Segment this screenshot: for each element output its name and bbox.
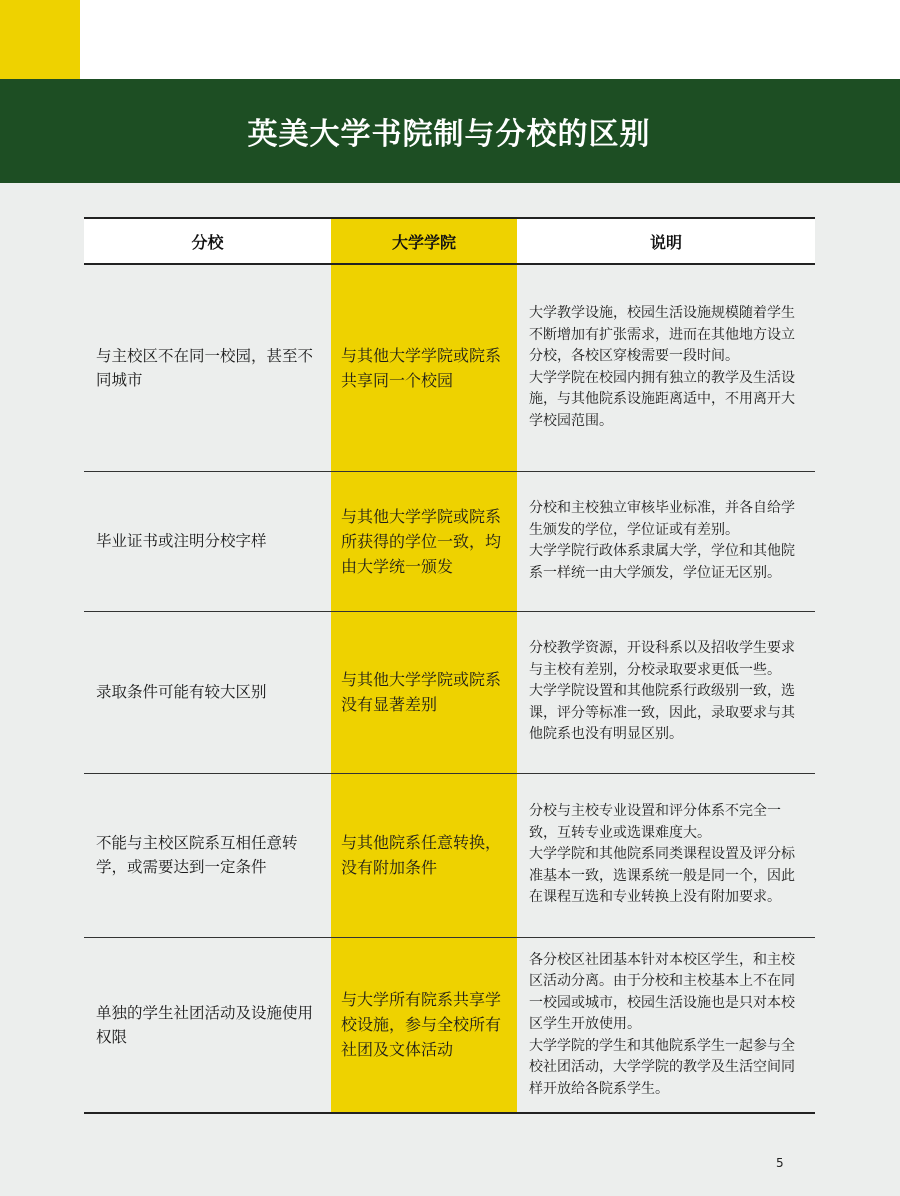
table-row xyxy=(84,471,815,611)
page-title: 英美大学书院制与分校的区别 xyxy=(247,117,651,152)
college-cell: 与其他院系任意转换，没有附加条件 xyxy=(331,773,517,937)
top-accent-block xyxy=(0,0,80,79)
note-paragraph: 分校和主校独立审核毕业标准，并各自给学生颁发的学位，学位证或有差别。 xyxy=(529,500,795,538)
table-header-row xyxy=(84,218,815,264)
note-paragraph: 大学学院在校园内拥有独立的教学及生活设施，与其他院系设施距离适中，不用离开大学校园范围。 xyxy=(529,369,795,429)
college-cell: 与大学所有院系共享学校设施，参与全校所有社团及文体活动 xyxy=(331,937,517,1113)
table-row xyxy=(84,773,815,937)
table-row xyxy=(84,264,815,471)
note-paragraph: 大学学院和其他院系同类课程设置及评分标准基本一致，选课系统一般是同一个，因此在课程互选和专业转换上没有附加要求。 xyxy=(529,846,795,906)
branch-cell: 单独的学生社团活动及设施使用权限 xyxy=(84,937,331,1113)
note-paragraph: 大学教学设施，校园生活设施规模随着学生不断增加有扩张需求，进而在其他地方设立分校，各校区穿梭需要一段时间。 xyxy=(529,305,795,365)
note-paragraph: 大学学院的学生和其他院系学生一起参与全校社团活动，大学学院的教学及生活空间同样开放给各院系学生。 xyxy=(529,1037,795,1097)
branch-cell: 与主校区不在同一校园，甚至不同城市 xyxy=(84,264,331,471)
college-cell: 与其他大学学院或院系没有显著差别 xyxy=(331,611,517,773)
note-paragraph: 分校教学资源，开设科系以及招收学生要求与主校有差别，分校录取要求更低一些。 xyxy=(529,640,795,678)
branch-cell: 录取条件可能有较大区别 xyxy=(84,611,331,773)
header-branch: 分校 xyxy=(84,218,331,264)
notes-cell xyxy=(517,611,815,773)
notes-cell xyxy=(517,264,815,471)
notes-cell xyxy=(517,773,815,937)
comparison-table xyxy=(84,217,815,1114)
table-row xyxy=(84,611,815,773)
header-notes: 说明 xyxy=(517,218,815,264)
college-cell: 与其他大学学院或院系共享同一个校园 xyxy=(331,264,517,471)
title-banner xyxy=(0,79,900,183)
notes-cell xyxy=(517,471,815,611)
note-paragraph: 大学学院设置和其他院系行政级别一致，选课，评分等标准一致，因此，录取要求与其他院系也没有明显区别。 xyxy=(529,683,795,743)
top-strip xyxy=(0,0,900,79)
branch-cell: 不能与主校区院系互相任意转学，或需要达到一定条件 xyxy=(84,773,331,937)
college-cell: 与其他大学学院或院系所获得的学位一致，均由大学统一颁发 xyxy=(331,471,517,611)
note-paragraph: 各分校区社团基本针对本校区学生，和主校区活动分离。由于分校和主校基本上不在同一校园或城市，校园生活设施也是只对本校区学生开放使用。 xyxy=(529,951,795,1032)
table-row xyxy=(84,937,815,1113)
branch-cell: 毕业证书或注明分校字样 xyxy=(84,471,331,611)
header-college: 大学学院 xyxy=(331,218,517,264)
notes-cell xyxy=(517,937,815,1113)
page-number: 5 xyxy=(776,1156,784,1170)
note-paragraph: 分校与主校专业设置和评分体系不完全一致，互转专业或选课难度大。 xyxy=(529,803,781,841)
note-paragraph: 大学学院行政体系隶属大学，学位和其他院系一样统一由大学颁发，学位证无区别。 xyxy=(529,543,795,581)
